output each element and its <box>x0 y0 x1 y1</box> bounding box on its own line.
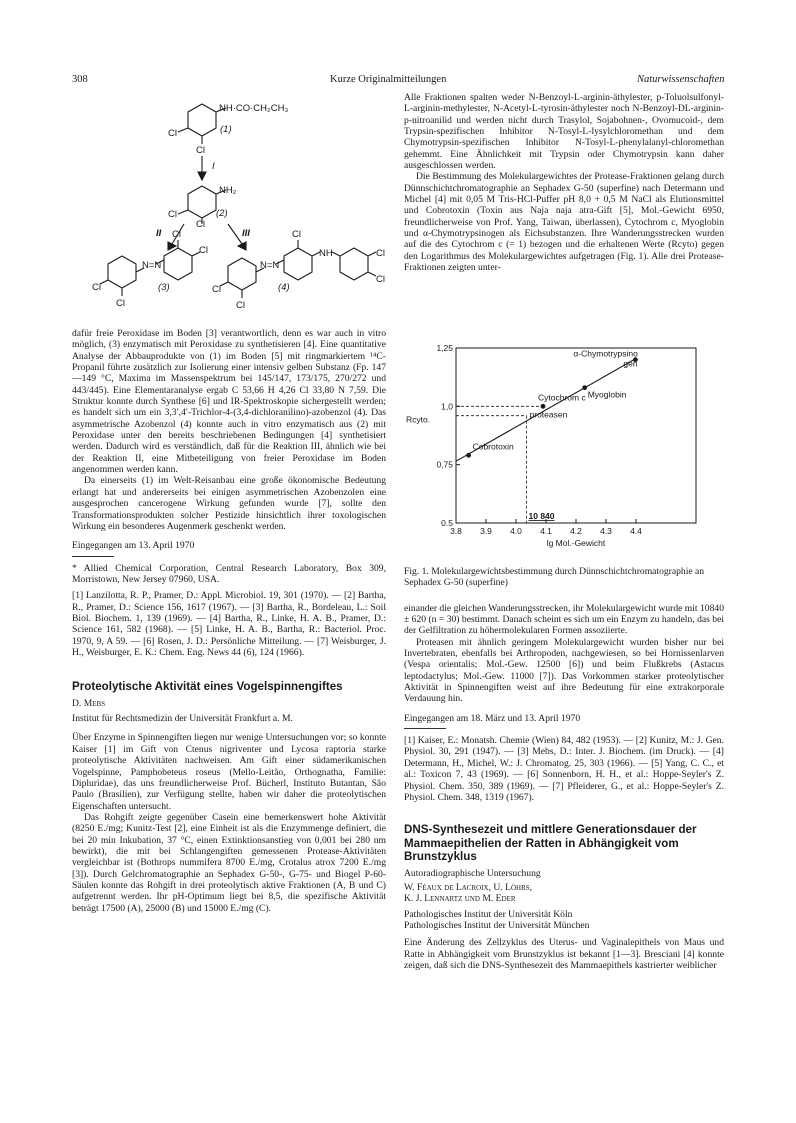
footnote-rule <box>72 556 114 557</box>
compound-3-cl-c: Cl <box>172 229 181 240</box>
calibration-point-label: α-Chymotrypsino <box>573 348 638 359</box>
figure-1-caption: Fig. 1. Molekulargewichtsbestimmung durch Dünnschichtchromatographie an Sephadex G-50 (superfine) <box>404 566 705 589</box>
compound-4-nh: NH <box>319 248 333 259</box>
y-tick-label: 0,75 <box>436 459 453 470</box>
article1-received: Eingegangen am 13. April 1970 <box>72 540 195 552</box>
article2-paragraph-3: Alle Fraktionen spalten weder N-Benzoyl-L-arginin-äthylester, p-Toluolsulfonyl-L-arginin-methylester, N-Acetyl-L-tyrosin-äthylester noch N-Benzoyl-DL-arginin-p-nitroanilid und werden nicht durch Trasylol, Sojabohnen-, Ovomucoid-, dem Trypsin-spezifischen Inhibitor N-Tosyl-L-lysylchloromethan und dem Chymotrypsin-spezifischen Inhibitor N-Tosyl-L-phenylalanyl-chloromethan gehemmt. Eine Ähnlichkeit mit Trypsin oder Chymotrypsin kann daher ausgeschlossen werden. <box>404 92 724 172</box>
journal-name: Naturwissenschaften <box>637 74 725 85</box>
reaction-scheme <box>92 96 392 324</box>
x-tick-label: 4.2 <box>570 526 582 536</box>
compound-3-cl-d: Cl <box>199 245 208 256</box>
article3-institute-2: Pathologisches Institut der Universität München <box>404 920 590 932</box>
x-tick-label: 3.9 <box>480 526 492 536</box>
article3-institute-1: Pathologisches Institut der Universität Köln <box>404 908 573 920</box>
article1-references: [1] Lanzilotta, R. P., Pramer, D.: Appl. Microbiol. 19, 301 (1970). — [2] Bartha, R., Pramer, D.: Science 156, 1617 (1967). — [3] Bartha, R., Bordeleau, L.: Soil Biol. Biochem. 1, 139 (1969). — [4] Bartha, R., Linke, H. A. B., Pramer, D.: Science 161, 582 (1968). — [5] Linke, H. A. B., Bartha, R.: Bacteriol. Proc. 1970, 9, A 59. — [6] Rosen, J. D.: Persönliche Mitteilung. — [7] Weisburger, J. H., Weisburger, E. K.: Chem. Eng. News 44 (6), 124 (1966). <box>72 590 386 658</box>
x-tick-label: 4.1 <box>540 526 552 536</box>
arrow-II-label: II <box>156 228 162 239</box>
left-column <box>72 328 386 914</box>
calibration-point <box>582 385 587 390</box>
calibration-point-label-cont: gen <box>623 358 638 369</box>
x-axis-label: lg Mol.-Gewicht <box>546 538 606 548</box>
compound-2-label: (2) <box>216 208 228 219</box>
article3-title: DNS-Synthesezeit und mittlere Generationsdauer der Mammaepithelien der Ratten in Abhängigkeit vom Brunstzyklus <box>404 823 697 864</box>
article2-paragraph-5: einander die gleichen Wanderungsstrecken, ihr Molekulargewicht wurde mit 10840 ± 620 (n = 30) bestimmt. Danach scheint es sich um ein Enzym zu handeln, das bei der Gelfiltration zu höhermolekularen Formen assoziierte. <box>404 602 724 637</box>
compound-4-cl-c: Cl <box>292 229 301 240</box>
compound-4-cl-b: Cl <box>236 300 245 311</box>
arrow-I-label: I <box>212 161 215 172</box>
compound-4-cl-d: Cl <box>376 248 385 259</box>
article3-authors-1: W. Féaux de Lacroix, U. Löhrs, <box>404 882 533 894</box>
article2-received: Eingegangen am 18. März und 13. April 1970 <box>404 712 581 724</box>
right-column-top <box>404 92 724 274</box>
article2-institute: Institut für Rechtsmedizin der Universität Frankfurt a. M. <box>72 713 293 725</box>
article2-paragraph-2: Das Rohgift zeigte gegenüber Casein eine bemerkenswert hohe Aktivität (8250 E./mg; Kunitz-Test [2], eine Einheit ist als die Enzymmenge definiert, die bei 20 min Inkubation, 37 °C, einen Extinktionsanstieg von 0,001 bei 280 nm bewirkt), die mit bei Schlangengiften gemessenen Protease-Aktivitäten vergleichbar ist (Bothrops nummifera 8700 E./mg, Crotalus atrox 7200 E./mg [3]). Durch Gelchromatographie an Sephadex G-50-, G-75- und Biogel P-60-Säulen konnte das Rohgift in drei proteolytisch aktive Fraktionen (A, B und C) aufgetrennt werden. Ihr pH-Optimum liegt bei 8,5, die spezifische Aktivität beträgt 17500 (A), 25000 (B) und 15000 E./mg (C). <box>72 811 386 914</box>
x-tick-label: 3.8 <box>450 526 462 536</box>
running-section: Kurze Originalmitteilungen <box>330 74 447 85</box>
compound-1-substituent: NH·CO·CH₂CH₃ <box>219 103 289 114</box>
compound-4-cl-e: Cl <box>376 274 385 285</box>
compound-3-cl-a: Cl <box>92 282 101 293</box>
annotation-mw-value: 10 840 <box>528 511 555 521</box>
arrow-III-label: III <box>242 228 250 239</box>
footnote-rule-2 <box>404 728 446 729</box>
calibration-point <box>541 404 546 409</box>
article3-authors-2: K. J. Lennartz und M. Eder <box>404 893 516 905</box>
calibration-point-label: Myoglobin <box>587 389 627 400</box>
y-axis-label: Rcyto. <box>406 414 431 425</box>
y-tick-label: 1,0 <box>441 401 453 412</box>
article1-paragraph-2: Da einerseits (1) im Welt-Reisanbau eine große ökonomische Bedeutung erlangt hat und andererseits bei einigen asymmetrischen Azobenzolen eine ausgesprochen cancerogene Wirkung gefunden wurde [7], sollte den Transformationsprodukten solcher Pestizide hinsichtlich ihrer toxologischen Wirkung ein besonderes Augenmerk geschenkt werden. <box>72 475 386 532</box>
compound-4-label: (4) <box>278 282 290 293</box>
article2-title: Proteolytische Aktivität eines Vogelspinnengiftes <box>72 680 343 694</box>
calibration-point-label: Cobrotoxin <box>472 441 514 452</box>
compound-2-cl-a: Cl <box>168 209 177 220</box>
article2-paragraph-4: Die Bestimmung des Molekulargewichtes der Protease-Fraktionen gelang durch Dünnschichtchromatographie an Sephadex G-50 (superfine) nach Determann und Michel [4] mit 0,05 M Tris-HCl-Puffer pH 8,0 + 0,5 M NaCl als Elutionsmittel und Cobrotoxin (Toxin aus Naja naja atra-Gift [5], Mol.-Gewicht 6950, freundlicherweise von Prof. Yang, Taiwan, überlassen), Cytochrom c, Myoglobin und α-Chymotrypsinogen als Eichsubstanzen. Ihre Wanderungsstrecken wurden auf die des Cytochrom c (= 1) bezogen und die erhaltenen Werte (Rcyto) gegen den Logarithmus des Molekulargewichtes aufgetragen (Fig. 1). Alle drei Protease-Fraktionen zeigten unter- <box>404 171 724 274</box>
article2-references: [1] Kaiser, E.: Monatsh. Chemie (Wien) 84, 482 (1953). — [2] Kunitz, M.: J. Gen. Physiol. 30, 291 (1947). — [3] Mebs, D.: Inter. J. Biochem. (im Druck). — [4] Determann, H., Michel, W.: J. Chromatog. 25, 303 (1966). — [5] Yang, C. C., et al.: Toxicon 7, 43 (1969). — [6] Sonnenborn, H. H., et al.: Hoppe-Seyler's Z. Physiol. Chem. 350, 389 (1969). — [7] Pfleiderer, G., et al.: Hoppe-Seyler's Z. Physiol. Chem. 348, 1319 (1967). <box>404 735 724 803</box>
x-tick-label: 4.4 <box>630 526 642 536</box>
article1-paragraph-1: dafür freie Peroxidase im Boden [3] verantwortlich, denn es war auch in vitro möglich, (3) enzymatisch mit Peroxidase zu synthetisieren [4]. Eine quantitative Analyse der Abbauprodukte von (1) im Boden [5] mit ringmarkiertem ¹⁴C-Propanil führte zusätzlich zur Isolierung einer intensiv gelben Substanz (Fp. 147—149 °C, Maxima im Massenspektrum bei 145/147, 173/175, 270/272 und 443/445). Eine Elementaranalyse ergab C 53,66 H 4,26 Cl 33,80 N 7,59. Die Struktur konnte durch Synthese [6] und IR-Spektroskopie sichergestellt werden; es handelt sich um ein 3,3′,4′-Trichlor-4-(3,4-dichloranilino)-azobenzol (4). Das asymmetrische Azobenzol (4) konnte auch in vitro enzymatisch aus (2) mit Peroxidase unter den bereits beschriebenen Bedingungen [4] synthetisiert werden. Dadurch wird es verständlich, daß für die Reaktion III, ähnlich wie bei der Reaktion II, eine Mitbeteiligung von freier Peroxidase im Boden angenommen werden kann. <box>72 328 386 476</box>
article1-affiliation: * Allied Chemical Corporation, Central Research Laboratory, Box 309, Morristown, New Jersey 07960, USA. <box>72 562 386 585</box>
article2-author: D. Mebs <box>72 697 106 709</box>
compound-1-cl-a: Cl <box>168 128 177 139</box>
annotation-proteasen: proteasen <box>529 409 568 420</box>
compound-2-substituent: NH₂ <box>219 185 237 196</box>
article2-paragraph-1: Über Enzyme in Spinnengiften liegen nur wenige Untersuchungen vor; so konnte Kaiser [1] im Gift von Ctenus nigriventer und Lycosa raptoria starke proteolytische Aktivitäten nachweisen. Am Gift einer südamerikanischen Vogelspinne, Pamphobeteus roseus (Mello-Leitão, Orthognatha, Familie: Dipluridae), das uns freundlicherweise Prof. Bücherl, Instituto Butantan, São Paulo (Brasilien), zur Verfügung stellte, haben wir daher die proteolytischen Eigenschaften untersucht. <box>72 732 386 812</box>
article3-subtitle: Autoradiographische Untersuchung <box>404 867 541 879</box>
right-column-bottom <box>404 566 724 971</box>
article2-paragraph-6: Proteasen mit ähnlich geringem Molekulargewicht wurden bisher nur bei Invertebraten, ebenfalls bei Arthropoden, nachgewiesen, so bei Hornissenlarven (Vespa orientalis; Mol.-Gew. 12500 [6]) und beim Flußkrebs (Astacus leptodactylus; Mol.-Gew. 11000 [7]). Das Vorkommen starker proteolytischer Aktivität in Spinnengiften weist auf ihre Bedeutung für eine extrakorporale Verdauung hin. <box>404 636 724 705</box>
compound-4-cl-a: Cl <box>212 284 221 295</box>
article3-paragraph-1: Eine Änderung des Zellzyklus des Uterus- und Vaginalepithels von Maus und Ratte in Abhängigkeit vom Brunstzyklus ist bekannt [1—3]. Bresciani [4] konnte zeigen, daß sich die DNS-Synthesezeit des Mammaepithels kastrierter weiblicher <box>404 937 724 972</box>
x-tick-label: 4.3 <box>600 526 612 536</box>
compound-1-label: (1) <box>220 124 232 135</box>
compound-2-cl-b: Cl <box>196 219 205 230</box>
y-tick-label: 1,25 <box>436 343 453 353</box>
compound-3-cl-b: Cl <box>116 298 125 309</box>
compound-4-azo: N=N <box>260 260 280 271</box>
compound-3-azo: N=N <box>142 260 162 271</box>
x-tick-label: 4.0 <box>510 526 522 536</box>
page-number: 308 <box>72 74 88 85</box>
plot-frame <box>456 348 696 523</box>
molecular-weight-chart <box>404 338 724 560</box>
calibration-point <box>466 453 471 458</box>
compound-3-label: (3) <box>158 282 170 293</box>
compound-1-cl-b: Cl <box>196 145 205 156</box>
calibration-point-label: Cytochrom c <box>538 392 586 403</box>
y-tick-label: 0.5 <box>441 518 453 528</box>
